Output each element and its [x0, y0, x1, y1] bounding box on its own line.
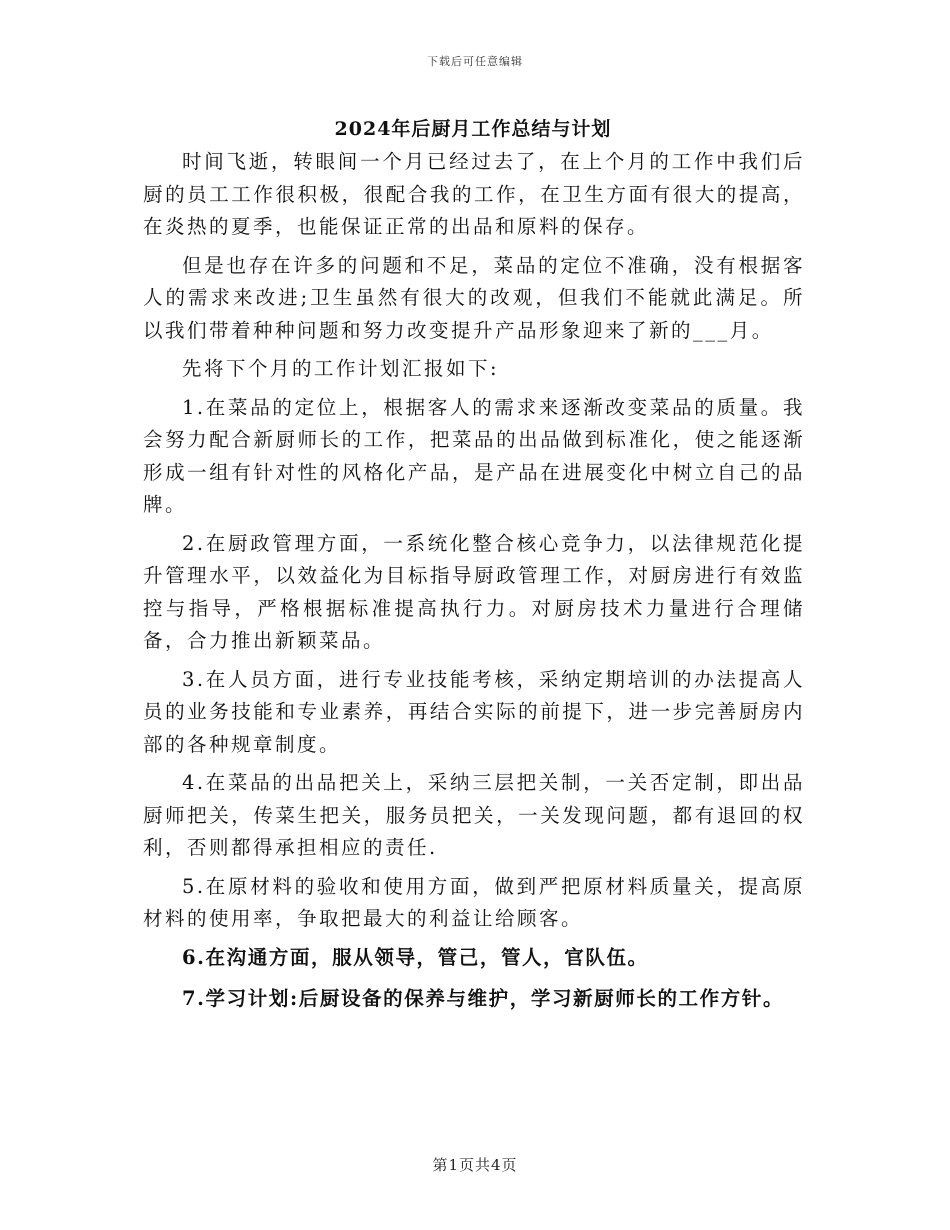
- document-title: 2024年后厨月工作总结与计划: [334, 118, 612, 140]
- plan-item-7: 7.学习计划:后厨设备的保养与维护，学习新厨师长的工作方针。: [182, 987, 785, 1010]
- document-body: [143, 146, 805, 1025]
- plan-item-5: 5.在原材料的验收和使用方面，做到严把原材料质量关，提高原材料的使用率，争取把最大的利益让给顾客。: [143, 874, 805, 930]
- plan-item-2: 2.在厨政管理方面，一系统化整合核心竞争力，以法律规范化提升管理水平，以效益化为目标指导厨政管理工作，对厨房进行有效监控与指导，严格根据标准提高执行力。对厨房技术力量进行合理储备，合力推出新颖菜品。: [143, 531, 805, 652]
- paragraph-intro: 时间飞逝，转眼间一个月已经过去了，在上个月的工作中我们后厨的员工工作很积极，很配合我的工作，在卫生方面有很大的提高，在炎热的夏季，也能保证正常的出品和原料的保存。: [143, 150, 805, 238]
- header-note: 下载后可任意编辑: [427, 55, 523, 68]
- paragraph-plan-intro: 先将下个月的工作计划汇报如下:: [182, 357, 500, 380]
- plan-item-6: 6.在沟通方面，服从领导，管己，管人，官队伍。: [182, 945, 649, 969]
- paragraph-problems: 但是也存在许多的问题和不足，菜品的定位不准确，没有根据客人的需求来改进;卫生虽然有很大的改观，但我们不能就此满足。所以我们带着种种问题和努力改变提升产品形象迎来了新的___月。: [143, 253, 805, 342]
- plan-item-3: 3.在人员方面，进行专业技能考核，采纳定期培训的办法提高人员的业务技能和专业素养，再结合实际的前提下，进一步完善厨房内部的各种规章制度。: [143, 667, 805, 756]
- page-indicator: 第1页共4页: [432, 1156, 518, 1174]
- plan-item-1: 1.在菜品的定位上，根据客人的需求来逐渐改变菜品的质量。我会努力配合新厨师长的工作，把菜品的出品做到标准化，使之能逐渐形成一组有针对性的风格化产品，是产品在进展变化中树立自己的品牌。: [143, 395, 805, 516]
- plan-item-4: 4.在菜品的出品把关上，采纳三层把关制，一关否定制，即出品厨师把关，传菜生把关，服务员把关，一关发现问题，都有退回的权利，否则都得承担相应的责任.: [143, 771, 805, 859]
